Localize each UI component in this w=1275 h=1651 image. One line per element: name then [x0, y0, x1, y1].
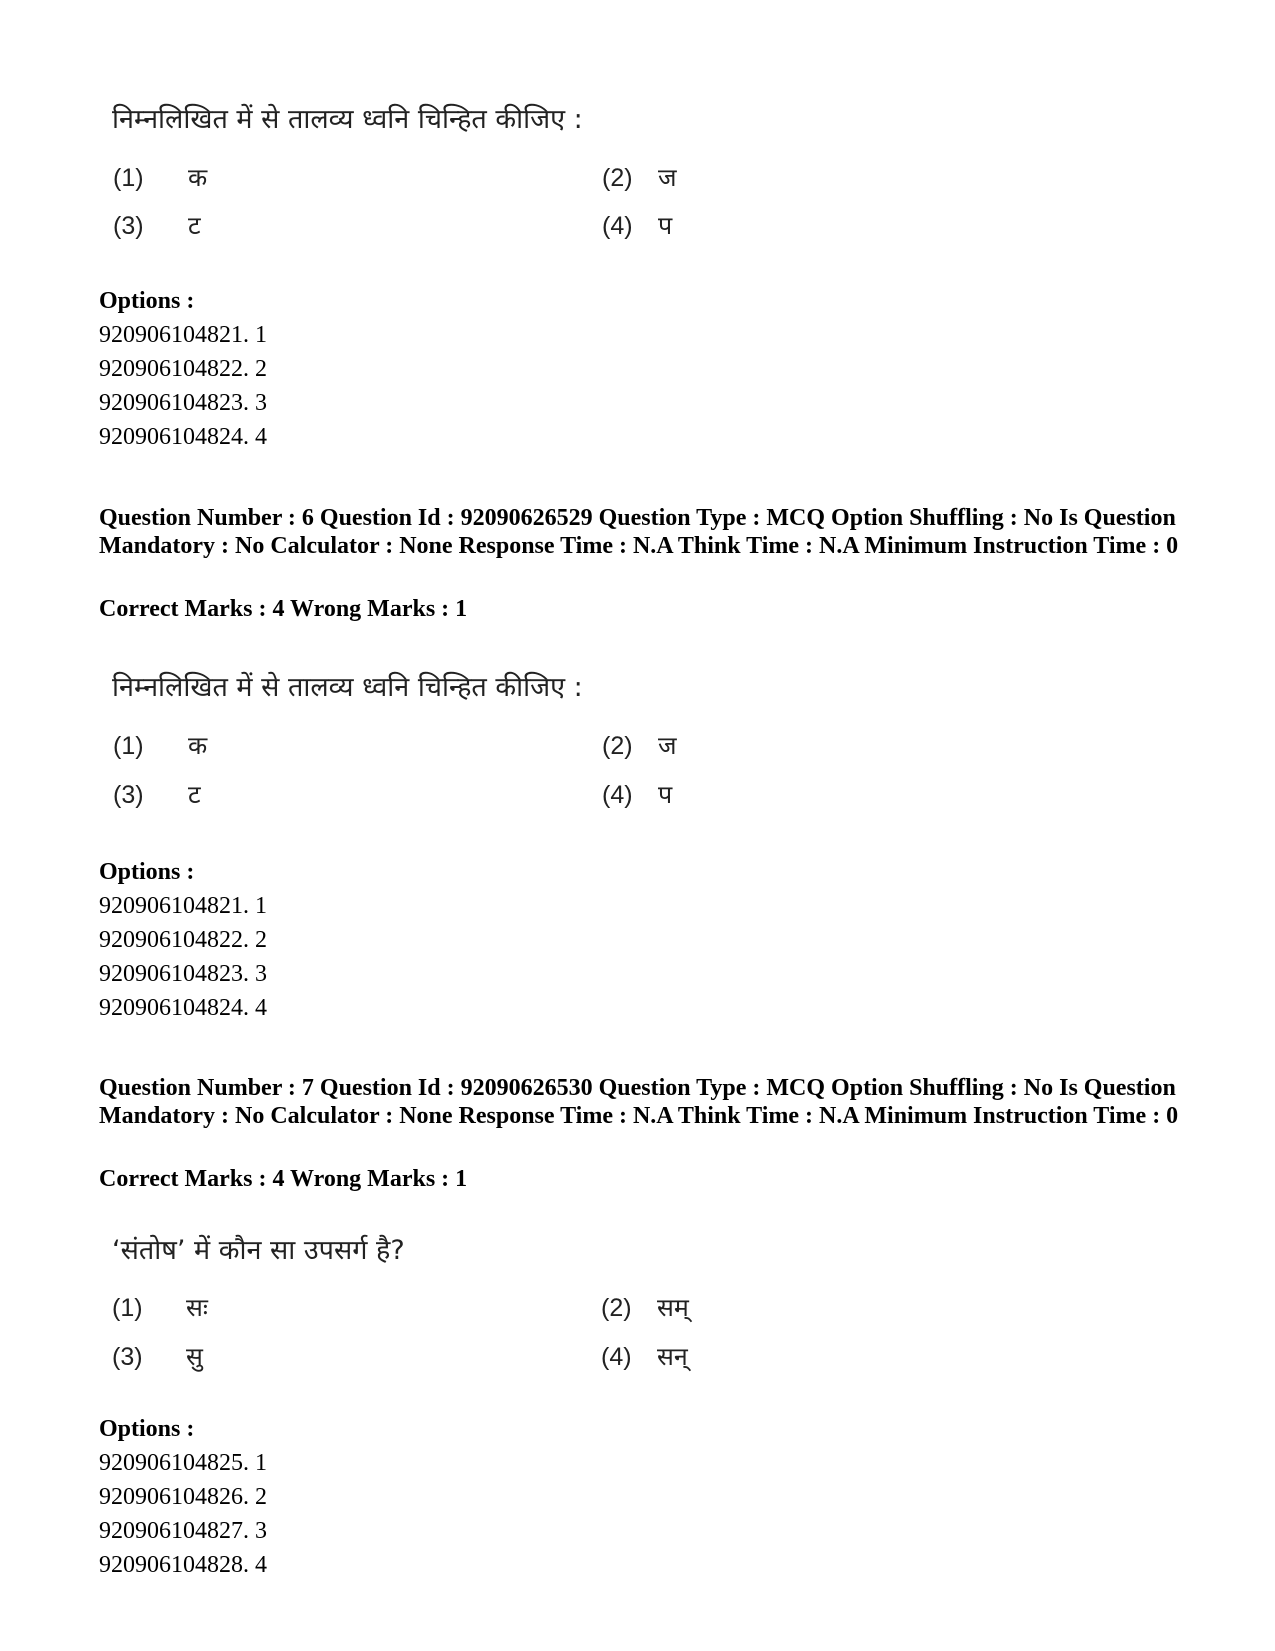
question-text: निम्नलिखित में से तालव्य ध्वनि चिन्हित कीजिए : [112, 672, 583, 703]
choice-number: (2) [602, 164, 633, 192]
choice-number: (3) [113, 781, 144, 809]
option-line: 920906104825. 1 [99, 1450, 267, 1476]
choice-number: (4) [602, 781, 633, 809]
option-line: 920906104824. 4 [99, 424, 267, 450]
question-meta: Question Number : 6 Question Id : 92090626529 Question Type : MCQ Option Shuffling : No Is Question Mandatory : No Calculator : None Response Time : N.A Think Time : N.A Minimum Instruction Time : 0 [99, 505, 1179, 559]
choice-text: सम् [657, 1293, 689, 1322]
option-line: 920906104822. 2 [99, 927, 267, 953]
choice-number: (1) [113, 164, 144, 192]
question-text: ‘संतोष’ में कौन सा उपसर्ग है? [112, 1235, 405, 1266]
option-line: 920906104827. 3 [99, 1518, 267, 1544]
choice-text: ट [188, 211, 201, 240]
options-heading: Options : [99, 859, 195, 885]
choice-text: ज [658, 731, 677, 760]
option-line: 920906104823. 3 [99, 390, 267, 416]
choice-text: ज [658, 163, 677, 192]
question-marks: Correct Marks : 4 Wrong Marks : 1 [99, 1166, 468, 1192]
option-line: 920906104821. 1 [99, 893, 267, 919]
choice-number: (3) [113, 212, 144, 240]
option-line: 920906104822. 2 [99, 356, 267, 382]
choice-text: प [658, 780, 673, 809]
options-heading: Options : [99, 1416, 195, 1442]
option-line: 920906104821. 1 [99, 322, 267, 348]
choice-number: (2) [602, 732, 633, 760]
choice-text: प [658, 211, 673, 240]
question-meta: Question Number : 7 Question Id : 92090626530 Question Type : MCQ Option Shuffling : No Is Question Mandatory : No Calculator : None Response Time : N.A Think Time : N.A Minimum Instruction Time : 0 [99, 1075, 1179, 1129]
choice-text: ट [188, 780, 201, 809]
choice-number: (4) [601, 1343, 632, 1371]
choice-text: क [188, 731, 208, 760]
options-heading: Options : [99, 288, 195, 314]
question-marks: Correct Marks : 4 Wrong Marks : 1 [99, 596, 468, 622]
question-text: निम्नलिखित में से तालव्य ध्वनि चिन्हित कीजिए : [112, 104, 583, 135]
choice-text: सन् [657, 1342, 688, 1371]
choice-text: सु [186, 1342, 203, 1371]
choice-text: क [188, 163, 208, 192]
choice-number: (1) [113, 732, 144, 760]
option-line: 920906104824. 4 [99, 995, 267, 1021]
choice-number: (3) [112, 1343, 143, 1371]
choice-number: (4) [602, 212, 633, 240]
option-line: 920906104828. 4 [99, 1552, 267, 1578]
option-line: 920906104823. 3 [99, 961, 267, 987]
option-line: 920906104826. 2 [99, 1484, 267, 1510]
choice-number: (1) [112, 1294, 143, 1322]
choice-number: (2) [601, 1294, 632, 1322]
choice-text: सः [186, 1293, 208, 1322]
